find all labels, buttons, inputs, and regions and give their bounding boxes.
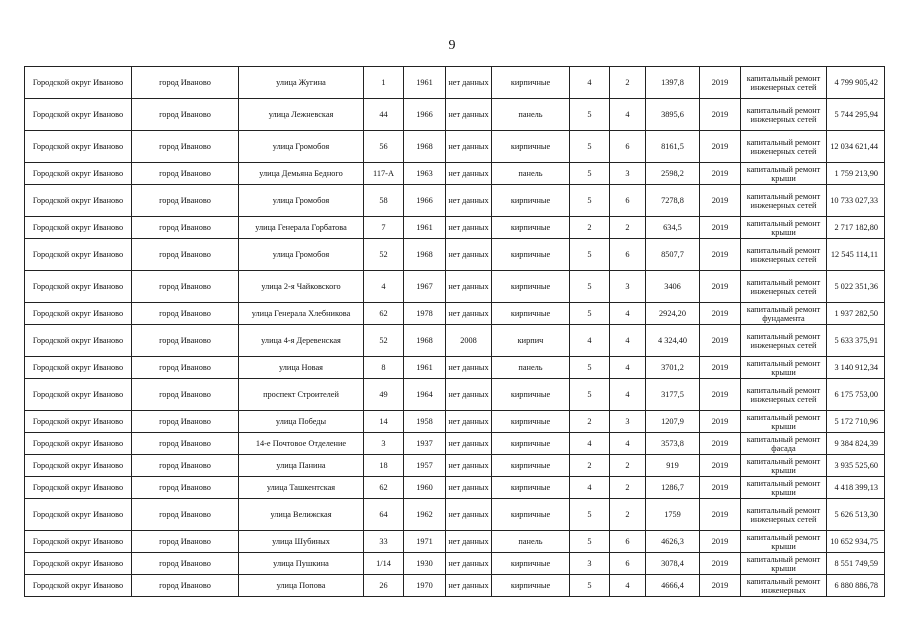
municipality-cell: Городской округ Иваново bbox=[25, 217, 132, 239]
table-row bbox=[25, 531, 885, 553]
housing-repair-table bbox=[24, 66, 885, 597]
work-type-cell: капитальный ремонт инженерных сетей bbox=[741, 325, 827, 357]
plan-year-cell: 2019 bbox=[700, 99, 741, 131]
street-cell: улица Велижская bbox=[239, 499, 364, 531]
house-number-cell: 52 bbox=[364, 325, 404, 357]
house-number-cell: 117-А bbox=[364, 163, 404, 185]
table-row bbox=[25, 131, 885, 163]
renovation-year-cell: нет данных bbox=[446, 433, 492, 455]
cost-cell: 5 626 513,30 bbox=[827, 499, 885, 531]
house-number-cell: 62 bbox=[364, 303, 404, 325]
settlement-cell: город Иваново bbox=[132, 99, 239, 131]
construction-year-cell: 1968 bbox=[404, 325, 446, 357]
house-number-cell: 62 bbox=[364, 477, 404, 499]
street-cell: улица Победы bbox=[239, 411, 364, 433]
cost-cell: 4 799 905,42 bbox=[827, 67, 885, 99]
street-cell: улица Генерала Хлебникова bbox=[239, 303, 364, 325]
cost-cell: 9 384 824,39 bbox=[827, 433, 885, 455]
settlement-cell: город Иваново bbox=[132, 185, 239, 217]
plan-year-cell: 2019 bbox=[700, 433, 741, 455]
renovation-year-cell: нет данных bbox=[446, 185, 492, 217]
house-number-cell: 44 bbox=[364, 99, 404, 131]
entrances-cell: 4 bbox=[610, 357, 646, 379]
plan-year-cell: 2019 bbox=[700, 131, 741, 163]
street-cell: улица 4-я Деревенская bbox=[239, 325, 364, 357]
entrances-cell: 6 bbox=[610, 131, 646, 163]
settlement-cell: город Иваново bbox=[132, 217, 239, 239]
settlement-cell: город Иваново bbox=[132, 271, 239, 303]
cost-cell: 1 937 282,50 bbox=[827, 303, 885, 325]
plan-year-cell: 2019 bbox=[700, 271, 741, 303]
street-cell: улица Демьяна Бедного bbox=[239, 163, 364, 185]
table-row bbox=[25, 217, 885, 239]
renovation-year-cell: нет данных bbox=[446, 455, 492, 477]
work-type-cell: капитальный ремонт инженерных сетей bbox=[741, 131, 827, 163]
house-number-cell: 18 bbox=[364, 455, 404, 477]
municipality-cell: Городской округ Иваново bbox=[25, 553, 132, 575]
house-number-cell: 8 bbox=[364, 357, 404, 379]
wall-material-cell: кирпичные bbox=[492, 239, 570, 271]
floors-cell: 4 bbox=[570, 433, 610, 455]
wall-material-cell: кирпич bbox=[492, 325, 570, 357]
plan-year-cell: 2019 bbox=[700, 357, 741, 379]
municipality-cell: Городской округ Иваново bbox=[25, 325, 132, 357]
municipality-cell: Городской округ Иваново bbox=[25, 131, 132, 163]
area-cell: 634,5 bbox=[646, 217, 700, 239]
area-cell: 3406 bbox=[646, 271, 700, 303]
floors-cell: 5 bbox=[570, 303, 610, 325]
construction-year-cell: 1971 bbox=[404, 531, 446, 553]
plan-year-cell: 2019 bbox=[700, 477, 741, 499]
renovation-year-cell: нет данных bbox=[446, 99, 492, 131]
floors-cell: 3 bbox=[570, 553, 610, 575]
street-cell: улица Жугина bbox=[239, 67, 364, 99]
municipality-cell: Городской округ Иваново bbox=[25, 185, 132, 217]
wall-material-cell: кирпичные bbox=[492, 553, 570, 575]
wall-material-cell: кирпичные bbox=[492, 411, 570, 433]
settlement-cell: город Иваново bbox=[132, 131, 239, 163]
cost-cell: 10 733 027,33 bbox=[827, 185, 885, 217]
municipality-cell: Городской округ Иваново bbox=[25, 477, 132, 499]
renovation-year-cell: нет данных bbox=[446, 303, 492, 325]
cost-cell: 6 880 886,78 bbox=[827, 575, 885, 597]
table-row bbox=[25, 325, 885, 357]
work-type-cell: капитальный ремонт инженерных bbox=[741, 575, 827, 597]
work-type-cell: капитальный ремонт крыши bbox=[741, 163, 827, 185]
construction-year-cell: 1966 bbox=[404, 185, 446, 217]
street-cell: проспект Строителей bbox=[239, 379, 364, 411]
street-cell: улица Громобоя bbox=[239, 239, 364, 271]
table-row bbox=[25, 499, 885, 531]
municipality-cell: Городской округ Иваново bbox=[25, 499, 132, 531]
municipality-cell: Городской округ Иваново bbox=[25, 303, 132, 325]
construction-year-cell: 1937 bbox=[404, 433, 446, 455]
settlement-cell: город Иваново bbox=[132, 553, 239, 575]
work-type-cell: капитальный ремонт инженерных сетей bbox=[741, 185, 827, 217]
area-cell: 4666,4 bbox=[646, 575, 700, 597]
renovation-year-cell: нет данных bbox=[446, 357, 492, 379]
entrances-cell: 6 bbox=[610, 185, 646, 217]
wall-material-cell: кирпичные bbox=[492, 433, 570, 455]
entrances-cell: 2 bbox=[610, 477, 646, 499]
entrances-cell: 4 bbox=[610, 575, 646, 597]
work-type-cell: капитальный ремонт инженерных сетей bbox=[741, 271, 827, 303]
plan-year-cell: 2019 bbox=[700, 303, 741, 325]
wall-material-cell: кирпичные bbox=[492, 217, 570, 239]
wall-material-cell: кирпичные bbox=[492, 67, 570, 99]
settlement-cell: город Иваново bbox=[132, 499, 239, 531]
floors-cell: 5 bbox=[570, 531, 610, 553]
table-row bbox=[25, 67, 885, 99]
table-row bbox=[25, 239, 885, 271]
municipality-cell: Городской округ Иваново bbox=[25, 379, 132, 411]
construction-year-cell: 1968 bbox=[404, 239, 446, 271]
work-type-cell: капитальный ремонт фундамента bbox=[741, 303, 827, 325]
area-cell: 2598,2 bbox=[646, 163, 700, 185]
wall-material-cell: панель bbox=[492, 357, 570, 379]
cost-cell: 5 172 710,96 bbox=[827, 411, 885, 433]
table-row bbox=[25, 99, 885, 131]
wall-material-cell: кирпичные bbox=[492, 477, 570, 499]
settlement-cell: город Иваново bbox=[132, 67, 239, 99]
wall-material-cell: кирпичные bbox=[492, 303, 570, 325]
street-cell: улица Шубиных bbox=[239, 531, 364, 553]
wall-material-cell: панель bbox=[492, 163, 570, 185]
area-cell: 4626,3 bbox=[646, 531, 700, 553]
work-type-cell: капитальный ремонт крыши bbox=[741, 553, 827, 575]
house-number-cell: 14 bbox=[364, 411, 404, 433]
construction-year-cell: 1968 bbox=[404, 131, 446, 163]
floors-cell: 5 bbox=[570, 357, 610, 379]
plan-year-cell: 2019 bbox=[700, 455, 741, 477]
settlement-cell: город Иваново bbox=[132, 357, 239, 379]
wall-material-cell: панель bbox=[492, 531, 570, 553]
street-cell: улица Громобоя bbox=[239, 131, 364, 163]
settlement-cell: город Иваново bbox=[132, 477, 239, 499]
floors-cell: 2 bbox=[570, 411, 610, 433]
entrances-cell: 2 bbox=[610, 67, 646, 99]
entrances-cell: 3 bbox=[610, 411, 646, 433]
construction-year-cell: 1966 bbox=[404, 99, 446, 131]
entrances-cell: 4 bbox=[610, 303, 646, 325]
work-type-cell: капитальный ремонт инженерных сетей bbox=[741, 239, 827, 271]
entrances-cell: 6 bbox=[610, 531, 646, 553]
cost-cell: 3 935 525,60 bbox=[827, 455, 885, 477]
settlement-cell: город Иваново bbox=[132, 411, 239, 433]
plan-year-cell: 2019 bbox=[700, 325, 741, 357]
street-cell: улица Громобоя bbox=[239, 185, 364, 217]
area-cell: 1286,7 bbox=[646, 477, 700, 499]
cost-cell: 5 744 295,94 bbox=[827, 99, 885, 131]
street-cell: улица Генерала Горбатова bbox=[239, 217, 364, 239]
street-cell: улица Попова bbox=[239, 575, 364, 597]
area-cell: 1759 bbox=[646, 499, 700, 531]
street-cell: улица Панина bbox=[239, 455, 364, 477]
area-cell: 1397,8 bbox=[646, 67, 700, 99]
plan-year-cell: 2019 bbox=[700, 217, 741, 239]
house-number-cell: 64 bbox=[364, 499, 404, 531]
renovation-year-cell: 2008 bbox=[446, 325, 492, 357]
house-number-cell: 52 bbox=[364, 239, 404, 271]
house-number-cell: 3 bbox=[364, 433, 404, 455]
renovation-year-cell: нет данных bbox=[446, 239, 492, 271]
table-row bbox=[25, 185, 885, 217]
house-number-cell: 56 bbox=[364, 131, 404, 163]
table-body bbox=[25, 67, 885, 597]
municipality-cell: Городской округ Иваново bbox=[25, 99, 132, 131]
area-cell: 3895,6 bbox=[646, 99, 700, 131]
house-number-cell: 49 bbox=[364, 379, 404, 411]
work-type-cell: капитальный ремонт крыши bbox=[741, 531, 827, 553]
floors-cell: 5 bbox=[570, 131, 610, 163]
work-type-cell: капитальный ремонт инженерных сетей bbox=[741, 67, 827, 99]
wall-material-cell: кирпичные bbox=[492, 271, 570, 303]
street-cell: улица 2-я Чайковского bbox=[239, 271, 364, 303]
area-cell: 3177,5 bbox=[646, 379, 700, 411]
construction-year-cell: 1961 bbox=[404, 217, 446, 239]
municipality-cell: Городской округ Иваново bbox=[25, 575, 132, 597]
area-cell: 919 bbox=[646, 455, 700, 477]
settlement-cell: город Иваново bbox=[132, 239, 239, 271]
wall-material-cell: кирпичные bbox=[492, 131, 570, 163]
entrances-cell: 3 bbox=[610, 163, 646, 185]
renovation-year-cell: нет данных bbox=[446, 575, 492, 597]
renovation-year-cell: нет данных bbox=[446, 163, 492, 185]
renovation-year-cell: нет данных bbox=[446, 131, 492, 163]
floors-cell: 5 bbox=[570, 575, 610, 597]
municipality-cell: Городской округ Иваново bbox=[25, 411, 132, 433]
house-number-cell: 58 bbox=[364, 185, 404, 217]
table-row bbox=[25, 303, 885, 325]
settlement-cell: город Иваново bbox=[132, 455, 239, 477]
municipality-cell: Городской округ Иваново bbox=[25, 433, 132, 455]
work-type-cell: капитальный ремонт крыши bbox=[741, 357, 827, 379]
plan-year-cell: 2019 bbox=[700, 185, 741, 217]
entrances-cell: 6 bbox=[610, 553, 646, 575]
floors-cell: 4 bbox=[570, 477, 610, 499]
table-row bbox=[25, 271, 885, 303]
renovation-year-cell: нет данных bbox=[446, 411, 492, 433]
table-row bbox=[25, 477, 885, 499]
house-number-cell: 33 bbox=[364, 531, 404, 553]
work-type-cell: капитальный ремонт крыши bbox=[741, 477, 827, 499]
wall-material-cell: кирпичные bbox=[492, 499, 570, 531]
entrances-cell: 4 bbox=[610, 379, 646, 411]
plan-year-cell: 2019 bbox=[700, 239, 741, 271]
wall-material-cell: кирпичные bbox=[492, 185, 570, 217]
cost-cell: 3 140 912,34 bbox=[827, 357, 885, 379]
construction-year-cell: 1958 bbox=[404, 411, 446, 433]
floors-cell: 2 bbox=[570, 455, 610, 477]
entrances-cell: 6 bbox=[610, 239, 646, 271]
municipality-cell: Городской округ Иваново bbox=[25, 531, 132, 553]
floors-cell: 2 bbox=[570, 217, 610, 239]
construction-year-cell: 1957 bbox=[404, 455, 446, 477]
house-number-cell: 26 bbox=[364, 575, 404, 597]
construction-year-cell: 1963 bbox=[404, 163, 446, 185]
plan-year-cell: 2019 bbox=[700, 499, 741, 531]
work-type-cell: капитальный ремонт инженерных сетей bbox=[741, 499, 827, 531]
area-cell: 4 324,40 bbox=[646, 325, 700, 357]
area-cell: 2924,20 bbox=[646, 303, 700, 325]
plan-year-cell: 2019 bbox=[700, 411, 741, 433]
construction-year-cell: 1978 bbox=[404, 303, 446, 325]
cost-cell: 5 633 375,91 bbox=[827, 325, 885, 357]
area-cell: 7278,8 bbox=[646, 185, 700, 217]
table-row bbox=[25, 553, 885, 575]
table-row bbox=[25, 163, 885, 185]
cost-cell: 12 034 621,44 bbox=[827, 131, 885, 163]
entrances-cell: 2 bbox=[610, 455, 646, 477]
entrances-cell: 2 bbox=[610, 499, 646, 531]
settlement-cell: город Иваново bbox=[132, 531, 239, 553]
work-type-cell: капитальный ремонт крыши bbox=[741, 455, 827, 477]
settlement-cell: город Иваново bbox=[132, 303, 239, 325]
construction-year-cell: 1970 bbox=[404, 575, 446, 597]
table-row bbox=[25, 357, 885, 379]
plan-year-cell: 2019 bbox=[700, 575, 741, 597]
area-cell: 3078,4 bbox=[646, 553, 700, 575]
settlement-cell: город Иваново bbox=[132, 163, 239, 185]
renovation-year-cell: нет данных bbox=[446, 379, 492, 411]
house-number-cell: 7 bbox=[364, 217, 404, 239]
settlement-cell: город Иваново bbox=[132, 379, 239, 411]
work-type-cell: капитальный ремонт инженерных сетей bbox=[741, 99, 827, 131]
wall-material-cell: кирпичные bbox=[492, 575, 570, 597]
cost-cell: 12 545 114,11 bbox=[827, 239, 885, 271]
area-cell: 1207,9 bbox=[646, 411, 700, 433]
municipality-cell: Городской округ Иваново bbox=[25, 163, 132, 185]
renovation-year-cell: нет данных bbox=[446, 531, 492, 553]
construction-year-cell: 1964 bbox=[404, 379, 446, 411]
area-cell: 3573,8 bbox=[646, 433, 700, 455]
table-row bbox=[25, 379, 885, 411]
municipality-cell: Городской округ Иваново bbox=[25, 455, 132, 477]
work-type-cell: капитальный ремонт крыши bbox=[741, 217, 827, 239]
street-cell: улица Лежневская bbox=[239, 99, 364, 131]
renovation-year-cell: нет данных bbox=[446, 477, 492, 499]
cost-cell: 8 551 749,59 bbox=[827, 553, 885, 575]
table-row bbox=[25, 411, 885, 433]
construction-year-cell: 1930 bbox=[404, 553, 446, 575]
plan-year-cell: 2019 bbox=[700, 531, 741, 553]
area-cell: 3701,2 bbox=[646, 357, 700, 379]
floors-cell: 5 bbox=[570, 499, 610, 531]
work-type-cell: капитальный ремонт инженерных сетей bbox=[741, 379, 827, 411]
entrances-cell: 3 bbox=[610, 271, 646, 303]
floors-cell: 5 bbox=[570, 99, 610, 131]
cost-cell: 10 652 934,75 bbox=[827, 531, 885, 553]
construction-year-cell: 1961 bbox=[404, 357, 446, 379]
area-cell: 8161,5 bbox=[646, 131, 700, 163]
renovation-year-cell: нет данных bbox=[446, 553, 492, 575]
area-cell: 8507,7 bbox=[646, 239, 700, 271]
settlement-cell: город Иваново bbox=[132, 575, 239, 597]
street-cell: улица Пушкина bbox=[239, 553, 364, 575]
construction-year-cell: 1967 bbox=[404, 271, 446, 303]
plan-year-cell: 2019 bbox=[700, 163, 741, 185]
renovation-year-cell: нет данных bbox=[446, 217, 492, 239]
table-row bbox=[25, 575, 885, 597]
entrances-cell: 4 bbox=[610, 433, 646, 455]
entrances-cell: 4 bbox=[610, 325, 646, 357]
entrances-cell: 2 bbox=[610, 217, 646, 239]
construction-year-cell: 1962 bbox=[404, 499, 446, 531]
house-number-cell: 1/14 bbox=[364, 553, 404, 575]
floors-cell: 5 bbox=[570, 185, 610, 217]
floors-cell: 5 bbox=[570, 271, 610, 303]
renovation-year-cell: нет данных bbox=[446, 271, 492, 303]
construction-year-cell: 1960 bbox=[404, 477, 446, 499]
municipality-cell: Городской округ Иваново bbox=[25, 239, 132, 271]
settlement-cell: город Иваново bbox=[132, 433, 239, 455]
plan-year-cell: 2019 bbox=[700, 553, 741, 575]
plan-year-cell: 2019 bbox=[700, 67, 741, 99]
cost-cell: 4 418 399,13 bbox=[827, 477, 885, 499]
floors-cell: 5 bbox=[570, 379, 610, 411]
house-number-cell: 1 bbox=[364, 67, 404, 99]
street-cell: улица Новая bbox=[239, 357, 364, 379]
settlement-cell: город Иваново bbox=[132, 325, 239, 357]
table-row bbox=[25, 455, 885, 477]
house-number-cell: 4 bbox=[364, 271, 404, 303]
floors-cell: 4 bbox=[570, 67, 610, 99]
construction-year-cell: 1961 bbox=[404, 67, 446, 99]
table-row bbox=[25, 433, 885, 455]
cost-cell: 1 759 213,90 bbox=[827, 163, 885, 185]
floors-cell: 5 bbox=[570, 239, 610, 271]
street-cell: 14-е Почтовое Отделение bbox=[239, 433, 364, 455]
wall-material-cell: кирпичные bbox=[492, 379, 570, 411]
street-cell: улица Ташкентская bbox=[239, 477, 364, 499]
wall-material-cell: панель bbox=[492, 99, 570, 131]
renovation-year-cell: нет данных bbox=[446, 67, 492, 99]
municipality-cell: Городской округ Иваново bbox=[25, 357, 132, 379]
page-number: 9 bbox=[448, 38, 456, 53]
municipality-cell: Городской округ Иваново bbox=[25, 67, 132, 99]
wall-material-cell: кирпичные bbox=[492, 455, 570, 477]
plan-year-cell: 2019 bbox=[700, 379, 741, 411]
work-type-cell: капитальный ремонт фасада bbox=[741, 433, 827, 455]
cost-cell: 2 717 182,80 bbox=[827, 217, 885, 239]
entrances-cell: 4 bbox=[610, 99, 646, 131]
municipality-cell: Городской округ Иваново bbox=[25, 271, 132, 303]
cost-cell: 5 022 351,36 bbox=[827, 271, 885, 303]
work-type-cell: капитальный ремонт крыши bbox=[741, 411, 827, 433]
floors-cell: 5 bbox=[570, 163, 610, 185]
cost-cell: 6 175 753,00 bbox=[827, 379, 885, 411]
renovation-year-cell: нет данных bbox=[446, 499, 492, 531]
floors-cell: 4 bbox=[570, 325, 610, 357]
